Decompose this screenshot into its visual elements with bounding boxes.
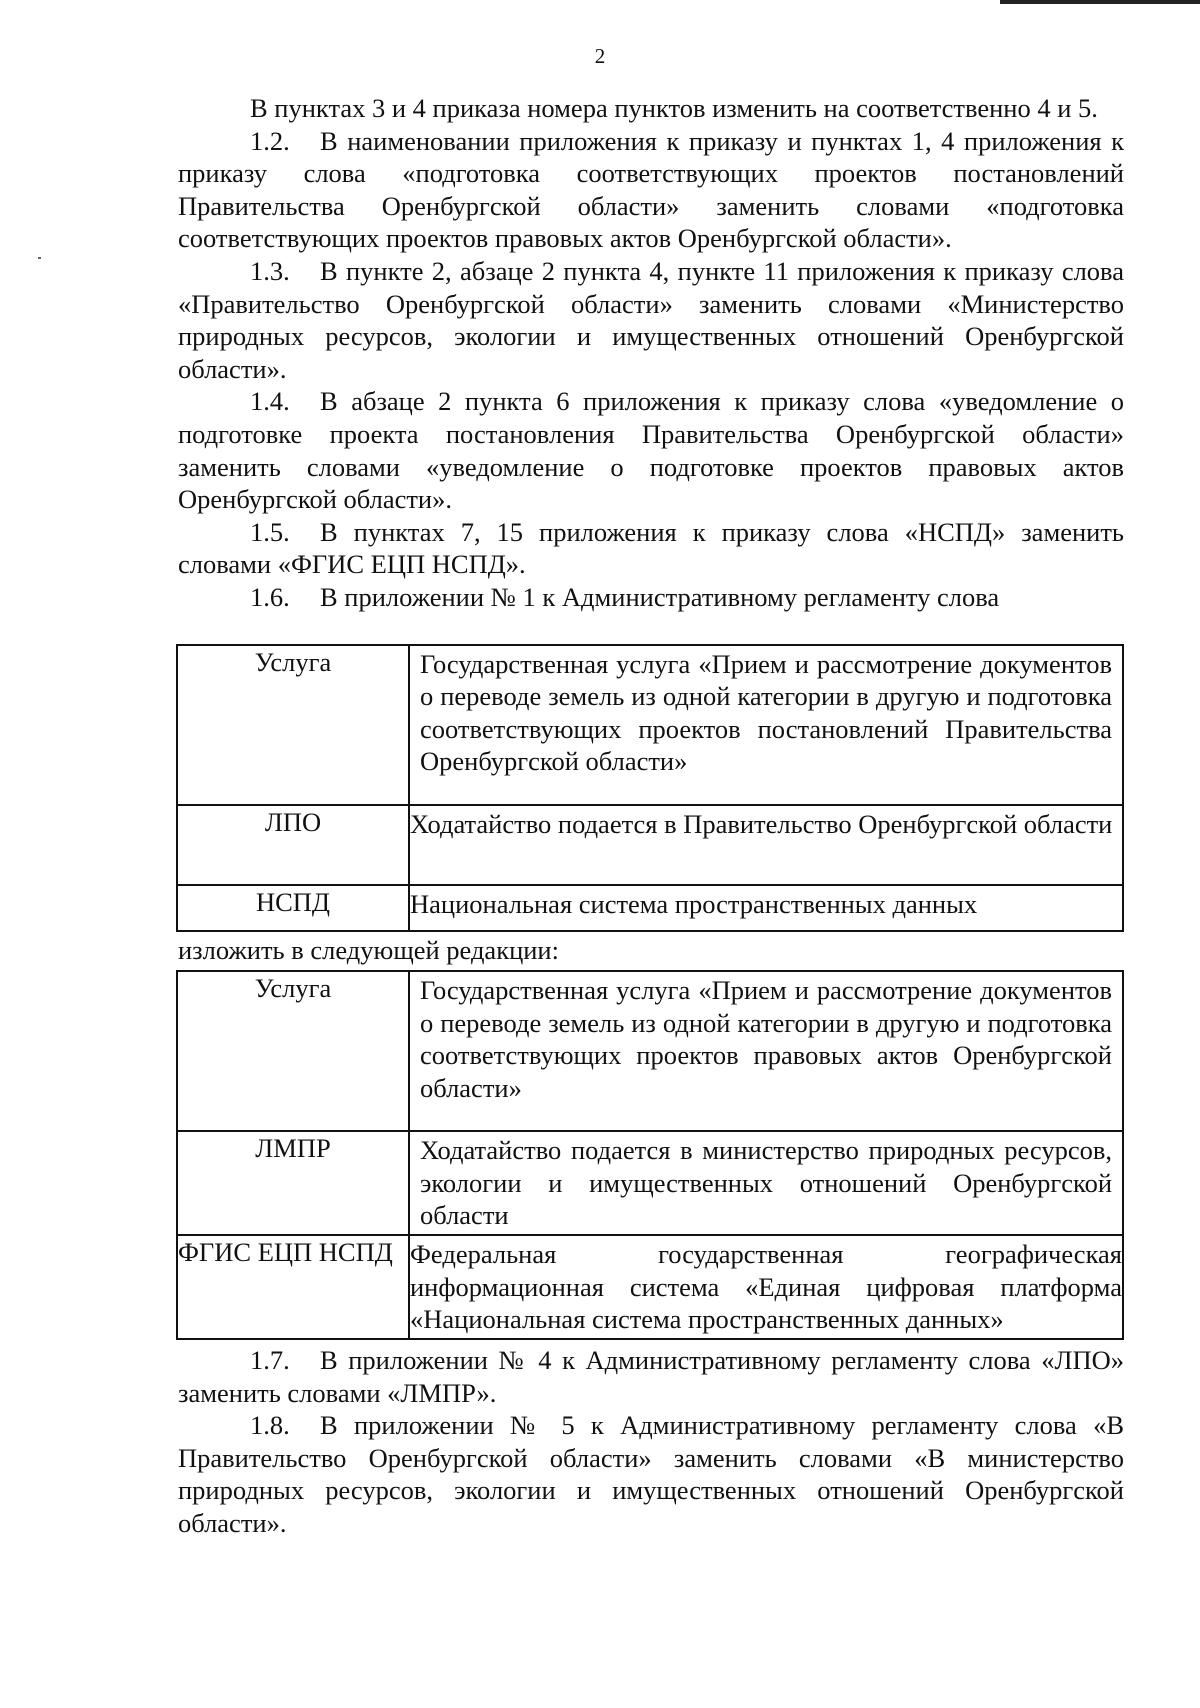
definition-cell: Ходатайство подается в министерство природных ресурсов, экологии и имущественных отношений Оренбургской области [409,1131,1123,1235]
term-cell: ЛМПР [177,1131,409,1235]
table-old-terms [176,644,1124,932]
scan-speck [38,257,41,259]
paragraph-text: В пункте 2, абзаце 2 пункта 4, пункте 11 приложения к приказу слова «Правительство Оренбургской области» заменить словами «Министерство природных ресурсов, экологии и имущественных отношений Оренбургской области». [178,255,1124,384]
paragraph-1-4 [178,385,1124,515]
table-row [177,805,1123,885]
paragraph-number: 1.6. [250,581,290,612]
paragraph-number: 1.2. [250,125,290,156]
term-cell: НСПД [177,885,409,931]
definition-cell: Федеральная государственная географическая информационная система «Единая цифровая платформа «Национальная система пространственных данных» [409,1235,1123,1339]
paragraph-1-7 [178,1344,1124,1409]
paragraph-1-2 [178,125,1124,255]
paragraph-text: В приложении № 1 к Административному регламенту слова [320,581,1000,612]
paragraph-text: В приложении № 5 к Административному регламенту слова «В Правительство Оренбургской области» заменить словами «В министерство природных ресурсов, экологии и имущественных отношений Оренбургской области». [178,1410,1124,1539]
paragraph-text: В пунктах 7, 15 приложения к приказу слова «НСПД» заменить словами «ФГИС ЕЦП НСПД». [178,516,1124,580]
paragraph-1-5 [178,516,1124,581]
table-new-terms [176,970,1124,1340]
paragraph-number: 1.3. [250,255,290,286]
page-number: 2 [594,44,606,68]
scan-edge-mark [1000,0,1200,4]
paragraph-1-6 [178,581,1124,614]
definition-cell: Национальная система пространственных данных [409,885,1123,931]
paragraph-number: 1.7. [250,1345,290,1376]
term-cell: Услуга [177,645,409,805]
table-row [177,645,1123,805]
paragraph-number: 1.8. [250,1410,290,1441]
table-row [177,1131,1123,1235]
table-row [177,1235,1123,1339]
document-body [178,92,1124,1540]
paragraph-1-3 [178,255,1124,385]
paragraph-1-8 [178,1409,1124,1539]
table-row [177,971,1123,1131]
paragraph-text: В приложении № 4 к Административному регламенту слова «ЛПО» заменить словами «ЛМПР». [178,1345,1124,1408]
definition-cell: Государственная услуга «Прием и рассмотрение документов о переводе земель из одной категории в другую и подготовка соответствующих проектов постановлений Правительства Оренбургской области» [409,645,1123,805]
definition-cell: Государственная услуга «Прием и рассмотрение документов о переводе земель из одной категории в другую и подготовка соответствующих проектов правовых актов Оренбургской области» [409,971,1123,1131]
term-cell: Услуга [177,971,409,1131]
term-cell: ЛПО [177,805,409,885]
paragraph-number: 1.4. [250,386,290,417]
paragraph-intro: В пунктах 3 и 4 приказа номера пунктов изменить на соответственно 4 и 5. [250,93,1098,123]
paragraph-text: В наименовании приложения к приказу и пунктах 1, 4 приложения к приказу слова «подготовка соответствующих проектов постановлений Правительства Оренбургской области» заменить словами «подготовка соответствующих проектов правовых актов Оренбургской области». [178,125,1124,254]
paragraph-text: В абзаце 2 пункта 6 приложения к приказу слова «уведомление о подготовке проекта постановления Правительства Оренбургской области» заменить словами «уведомление о подготовке проектов правовых актов Оренбургской области». [178,386,1124,515]
paragraph-number: 1.5. [250,516,290,547]
replacement-lead: изложить в следующей редакции: [178,934,559,965]
table-row [177,885,1123,931]
term-cell: ФГИС ЕЦП НСПД [177,1235,409,1339]
definition-cell: Ходатайство подается в Правительство Оренбургской области [409,805,1123,885]
